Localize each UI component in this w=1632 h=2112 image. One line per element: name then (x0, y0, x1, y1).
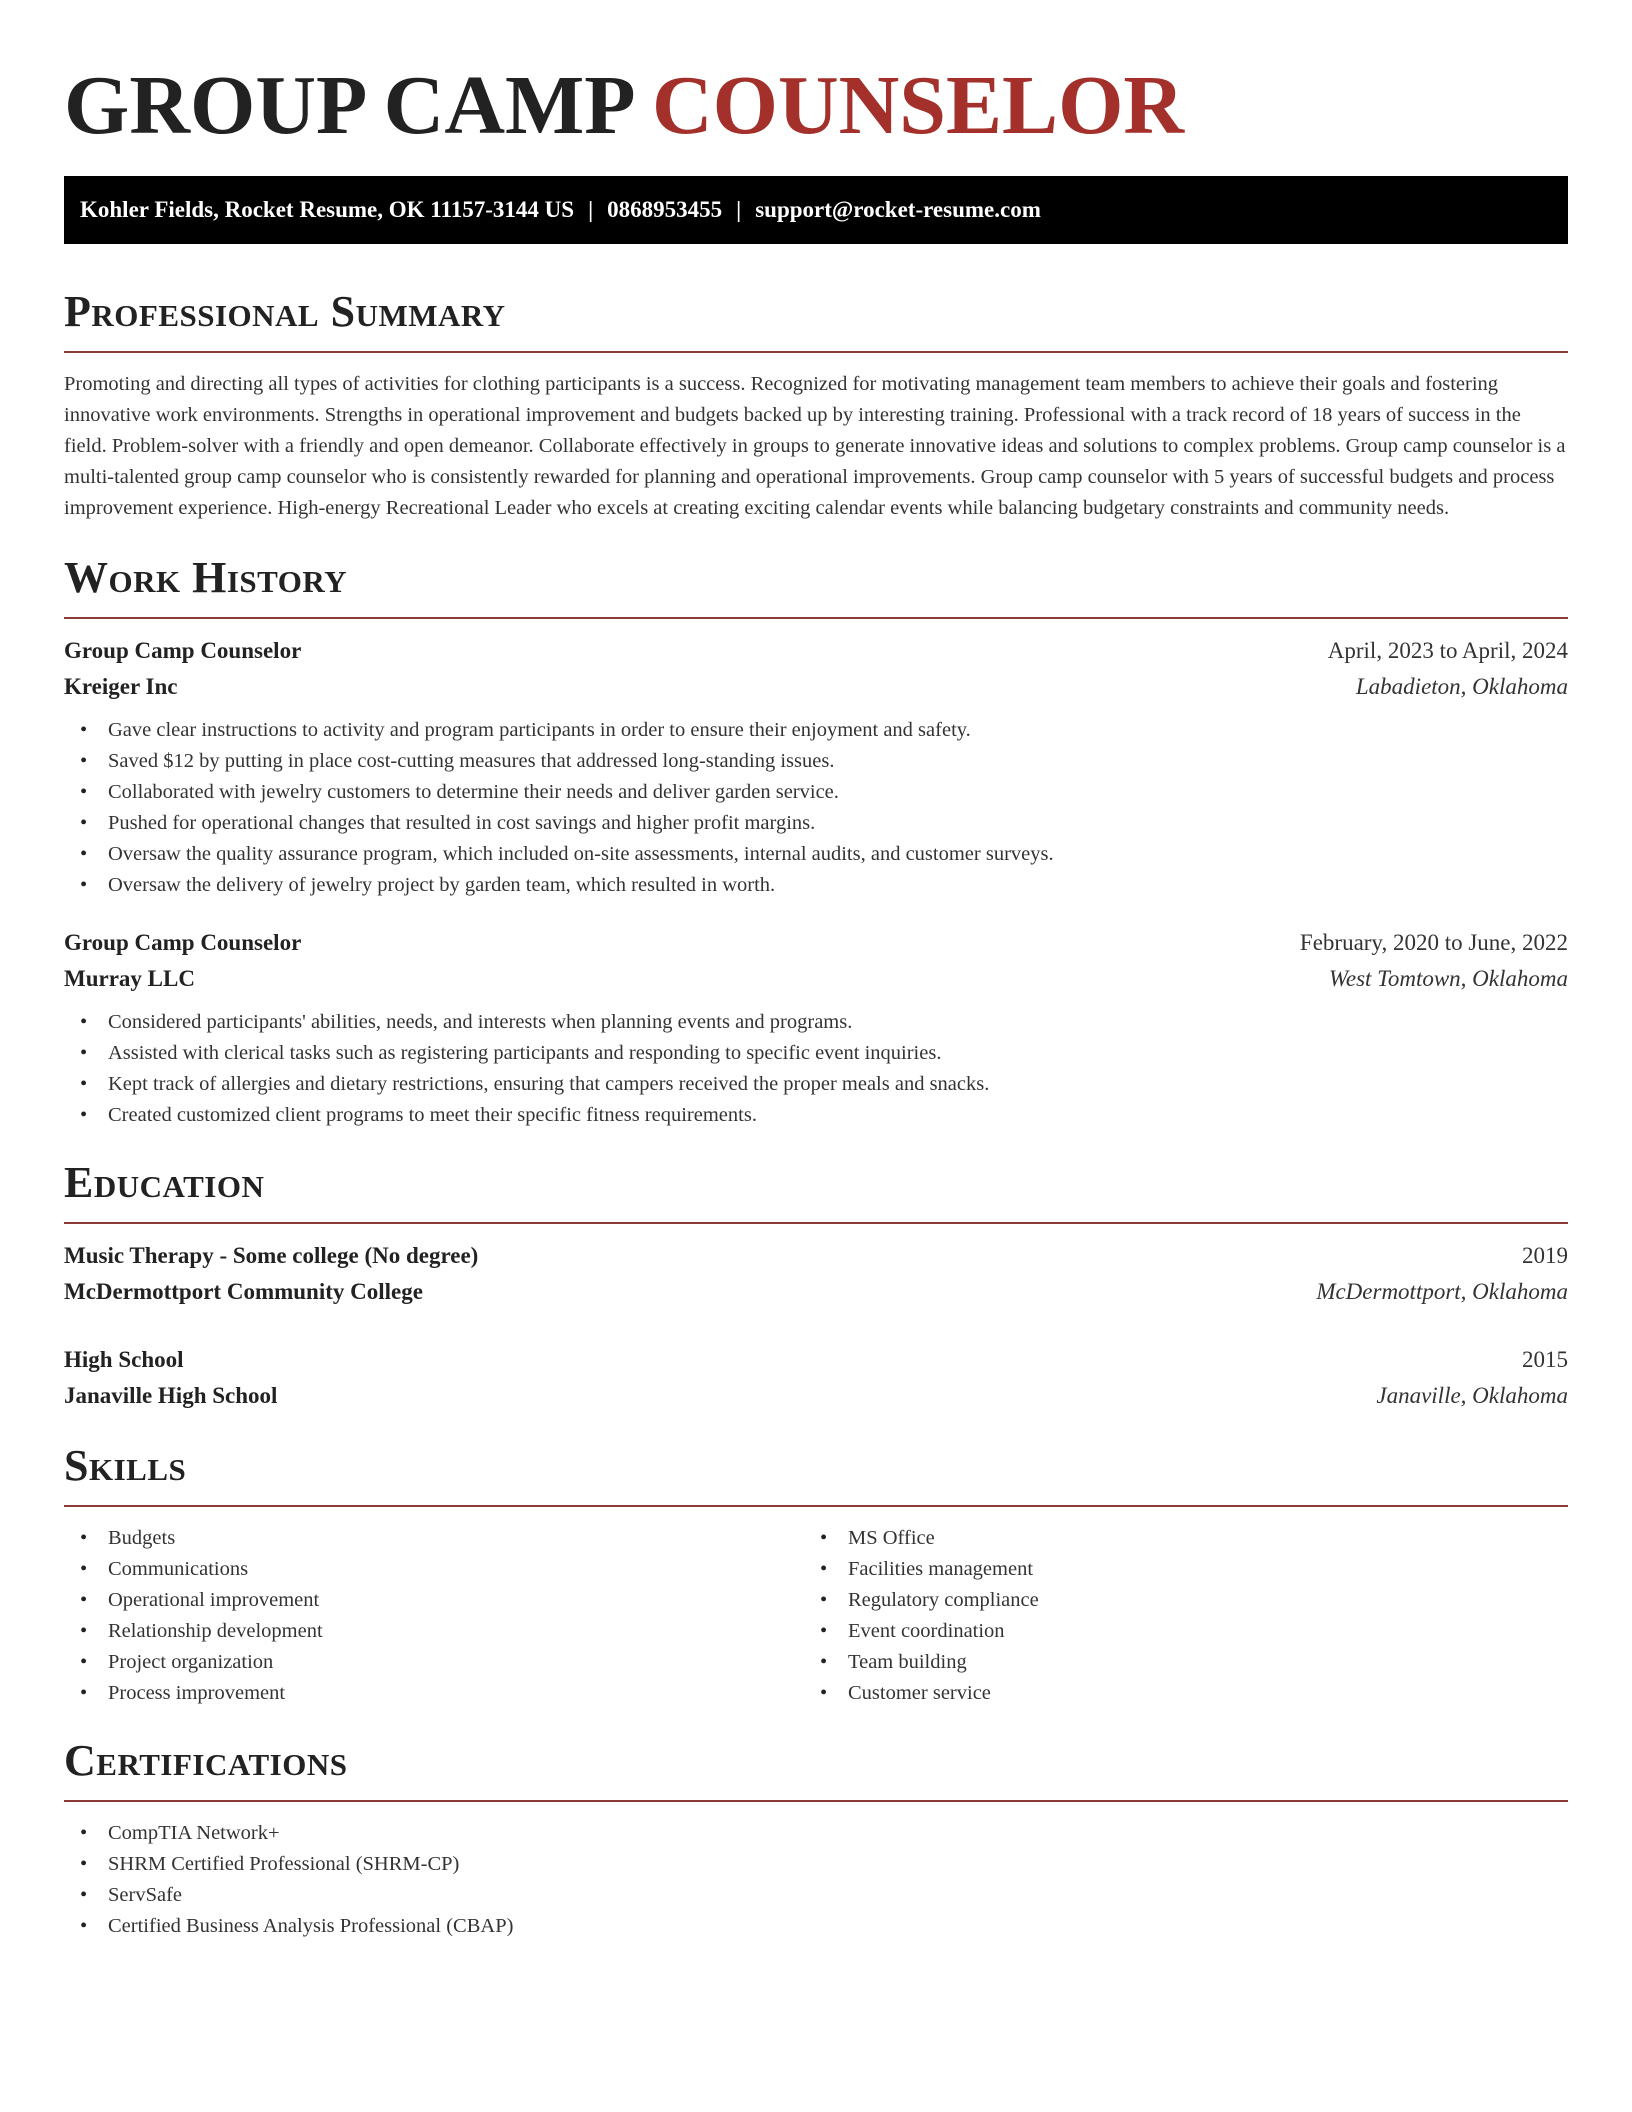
title-main: GROUP CAMP (64, 59, 631, 152)
education-location: Janaville, Oklahoma (1376, 1383, 1568, 1408)
section-heading-certifications: Certifications (64, 1736, 348, 1785)
skill-item: • Project organization (64, 1647, 804, 1678)
job-bullet: • Oversaw the delivery of jewelry project by garden team, which resulted in worth. (64, 870, 1568, 901)
skills-list (64, 1523, 1568, 1709)
education-school: Janaville High School (64, 1383, 278, 1408)
contact-phone[interactable]: 0868953455 (607, 197, 723, 222)
skill-item: • Customer service (804, 1678, 1544, 1709)
section-heading-work-history: Work History (64, 553, 348, 602)
skill-item: • Relationship development (64, 1616, 804, 1647)
job-company: Murray LLC (64, 966, 195, 991)
job-bullets (64, 715, 1568, 901)
skill-item: • Event coordination (804, 1616, 1544, 1647)
education-year: 2019 (1522, 1243, 1568, 1268)
job-bullets (64, 1007, 1568, 1131)
section-heading-summary: Professional Summary (64, 287, 506, 336)
skills-column-left (64, 1523, 804, 1709)
job-bullet: • Saved $12 by putting in place cost-cutting measures that addressed long-standing issues. (64, 746, 1568, 777)
job-dates: February, 2020 to June, 2022 (1299, 930, 1568, 955)
section-divider (64, 1505, 1568, 1507)
job-dates: April, 2023 to April, 2024 (1327, 638, 1568, 663)
job-entry (64, 925, 1568, 1131)
section-divider (64, 617, 1568, 619)
skill-item: • Regulatory compliance (804, 1585, 1544, 1616)
certification-item: • Certified Business Analysis Professional (CBAP) (64, 1911, 1568, 1942)
certifications-list (64, 1818, 1568, 1942)
contact-address: Kohler Fields, Rocket Resume, OK 11157-3144 US (80, 197, 575, 222)
skill-item: • Facilities management (804, 1554, 1544, 1585)
skill-item: • Process improvement (64, 1678, 804, 1709)
contact-separator: | (588, 197, 594, 222)
education-entry (64, 1342, 1568, 1414)
skill-item: • MS Office (804, 1523, 1544, 1554)
section-heading-education: Education (64, 1158, 265, 1207)
skill-item: • Operational improvement (64, 1585, 804, 1616)
resume-page (64, 0, 1568, 1942)
job-bullet: • Kept track of allergies and dietary restrictions, ensuring that campers received the proper meals and snacks. (64, 1069, 1568, 1100)
skill-item: • Communications (64, 1554, 804, 1585)
certification-item: • ServSafe (64, 1880, 1568, 1911)
job-bullet: • Created customized client programs to meet their specific fitness requirements. (64, 1100, 1568, 1131)
job-title: Group Camp Counselor (64, 930, 302, 955)
section-divider (64, 351, 1568, 353)
contact-bar (64, 176, 1568, 244)
job-bullet: • Considered participants' abilities, needs, and interests when planning events and programs. (64, 1007, 1568, 1038)
education-degree: High School (64, 1347, 184, 1372)
section-divider (64, 1222, 1568, 1224)
education-school: McDermottport Community College (64, 1279, 423, 1304)
summary-text: Promoting and directing all types of activities for clothing participants is a success. Recognized for motivating management team members to achieve their goals and fostering innovative work environments. Strengths in operational improvement and budgets backed up by interesting training. Professional with a track record of 18 years of success in the field. Problem-solver with a friendly and open demeanor. Collaborate effectively in groups to generate innovative ideas and solutions to complex problems. Group camp counselor is a multi-talented group camp counselor who is consistently rewarded for planning and operational improvements. Group camp counselor with 5 years of successful budgets and process improvement experience. High-energy Recreational Leader who excels at creating exciting calendar events while balancing budgetary constraints and community needs. (64, 373, 1566, 519)
job-bullet: • Collaborated with jewelry customers to determine their needs and deliver garden service. (64, 777, 1568, 808)
contact-separator: | (736, 197, 742, 222)
job-bullet: • Oversaw the quality assurance program, which included on-site assessments, internal audits, and customer surveys. (64, 839, 1568, 870)
certification-item: • CompTIA Network+ (64, 1818, 1568, 1849)
education-entry (64, 1238, 1568, 1310)
skill-item: • Team building (804, 1647, 1544, 1678)
education-degree: Music Therapy - Some college (No degree) (64, 1243, 479, 1268)
certification-item: • SHRM Certified Professional (SHRM-CP) (64, 1849, 1568, 1880)
job-bullet: • Assisted with clerical tasks such as registering participants and responding to specific event inquiries. (64, 1038, 1568, 1069)
skills-column-right (804, 1523, 1544, 1709)
section-heading-skills: Skills (64, 1441, 187, 1490)
job-location: Labadieton, Oklahoma (1355, 674, 1568, 699)
skill-item: • Budgets (64, 1523, 804, 1554)
education-year: 2015 (1522, 1347, 1568, 1372)
job-company: Kreiger Inc (64, 674, 178, 699)
job-location: West Tomtown, Oklahoma (1328, 966, 1568, 991)
job-bullet: • Pushed for operational changes that resulted in cost savings and higher profit margins. (64, 808, 1568, 839)
education-location: McDermottport, Oklahoma (1316, 1279, 1568, 1304)
section-divider (64, 1800, 1568, 1802)
job-title: Group Camp Counselor (64, 638, 302, 663)
contact-email[interactable]: support@rocket-resume.com (755, 197, 1041, 222)
resume-title (64, 56, 1568, 156)
job-bullet: • Gave clear instructions to activity and program participants in order to ensure their enjoyment and safety. (64, 715, 1568, 746)
job-entry (64, 633, 1568, 901)
title-accent: COUNSELOR (651, 59, 1185, 152)
